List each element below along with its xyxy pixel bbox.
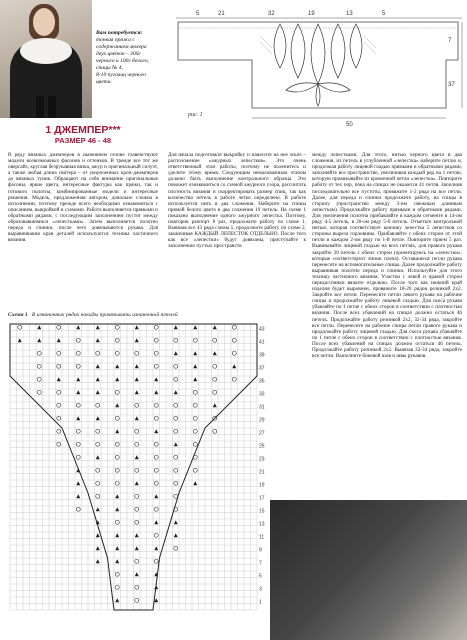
yarn-over-symbol	[135, 559, 139, 563]
decrease-symbol	[76, 481, 80, 485]
scheme-note: В изнаночных рядах накиды провязывать изнаночной петлей	[31, 312, 178, 318]
decrease-symbol	[115, 507, 119, 511]
row-number: 23	[259, 456, 265, 463]
model-title: 1 ДЖЕМПЕР***	[45, 124, 121, 136]
decrease-symbol	[154, 377, 158, 381]
yarn-over-symbol	[193, 442, 197, 446]
yarn-over-symbol	[193, 429, 197, 433]
decrease-symbol	[154, 429, 158, 433]
decrease-symbol	[96, 533, 100, 537]
row-number: 3	[259, 586, 262, 593]
article-column-2: Для начала подготовьте выкройку и нанесите на нее эскиз – расположение «ажурных лепестков». Это очень ответственный этап работы, поэтому не поленитесь и уделите этому время. Следующим немаловажным этапом должно быть выполнение контрольного образца. Это поможет ознакомиться со схемой ажурного узора, рассчитать плотность вязания и скорректировать размер спиц, так как количество петель в работе четко определено. В работе используется нить в два сложения. Наберите на спицы прямой белого цвета в два сложения 19 петель. На схеме 1 показано выполнение одного ажурного лепестка. Поэтому, повторив раппорт 8 раз, продолжите работу по схеме 1. Вывязав все 43 ряда схемы 1, продолжите работу по схеме 2, заканчивая КАЖДЫЙ ЛЕПЕСТОК ОТДЕЛЬНО. После того как все «лепестки» будут довязаны, приступайте к заполнению пустых пространств	[168, 152, 306, 250]
yarn-over-symbol	[96, 442, 100, 446]
row-number: 7	[259, 560, 262, 567]
decrease-symbol	[135, 338, 139, 342]
yarn-over-symbol	[76, 364, 80, 368]
yarn-over-symbol	[232, 377, 236, 381]
decrease-symbol	[115, 429, 119, 433]
materials-line: черного и 100г белого,	[96, 58, 149, 64]
yarn-over-symbol	[154, 325, 158, 329]
decrease-symbol	[174, 520, 178, 524]
decrease-symbol	[76, 325, 80, 329]
decrease-symbol	[135, 416, 139, 420]
pattern-schematic	[168, 6, 464, 140]
yarn-over-symbol	[115, 351, 119, 355]
decrease-symbol	[135, 377, 139, 381]
yarn-over-symbol	[174, 468, 178, 472]
yarn-over-symbol	[174, 377, 178, 381]
decrease-symbol	[174, 533, 178, 537]
materials-line: 8-10 пуговиц черного	[96, 72, 146, 78]
article-column-3: между лепестками. Для этого, нитью черного цвета в два сложения, из петель в углубленной «лепестка» наберите петлю и, продолжая работу лицевой гладью прямыми и обратными рядами, заполняйте все пространство, увеличивая каждый ряд на 1 петлю, которую провязывайте из кромочной петли «лепестка». Повторите работу от тех пор, пока на спицах не окажется 41 петля. Заполнив последовательно все пустоты, провяжите 1-2 ряда на все петли. Далее, для переда и спинки продолжите работу, на спицы в сторону (пространство между 3-им смежным длинным лепесткам). Продолжайте работу прямыми и обратными рядами. Для увеличения полотна прибавляйте в каждом сегменте в 14-ом ряду 4-5 петель, в 20-ом ряду 5-6 петель. Отметьте контрольной нитью, которая соответствует кончику лепестка 5 лепестков со стороны выреза горловины. Прибавляйте с обеих сторон от этой петли в каждом 2-ом ряду по 1-й петле. Повторите прием 5 раз. Вывязывайте лицевой гладью на всех петлях, для правого рукава закройте 20 петель с обеих сторон (ориентируясь на «лепестки», которые соответствуют линии плеча). Оставшиеся петли рукава перенесите на вспомогательные спицы. Далее продолжайте работу выравнивая полотно переда и спинки. Используйте для этого технику частичного вязания. Участки с левой и правой сторон переда/спинки вяжите отдельно. После того как нижний край изделия будет выровнен, провяжите 18-20 рядов резинкой 2х2. Закройте все петли. Перенесите петли левого рукава на рабочие спицы и продолжайте работу лицевой гладью. Для скоса рукава убавляйте по 1 петле с обеих сторон в соответствии с плотностью вязания. После всех убавлений на спицах должно остаться 46 петель. Продолжайте работу резинкой 2х2, 32-34 ряда, закройте все петли. Перенесите на рабочие спицы петли правого рукава и продолжайте работу лицевой гладью. Для скоса рукава убавляйте по 1 петле с обеих сторон в соответствии с плотностью вязания. После всех убавлений на спицах должно остаться 46 петель. Продолжайте работу резинкой 2х2. Вывязав 32-34 ряда, закройте все петли. Выполните боковой шов и швы рукавов.	[312, 152, 462, 360]
decrease-symbol	[76, 377, 80, 381]
yarn-over-symbol	[154, 351, 158, 355]
model-photo	[0, 0, 92, 118]
row-number: 25	[259, 443, 265, 450]
dim-top-3: 32	[268, 11, 275, 17]
row-number: 9	[259, 547, 262, 554]
row-number: 21	[259, 469, 265, 476]
yarn-over-symbol	[213, 364, 217, 368]
materials-line: двух цветов – 300г	[96, 51, 141, 57]
yarn-over-symbol	[193, 403, 197, 407]
yarn-over-symbol	[96, 351, 100, 355]
row-number: 17	[259, 495, 265, 502]
yarn-over-symbol	[232, 351, 236, 355]
decrease-symbol	[193, 481, 197, 485]
decrease-symbol	[96, 507, 100, 511]
yarn-over-symbol	[174, 494, 178, 498]
decrease-symbol	[96, 364, 100, 368]
yarn-over-symbol	[154, 468, 158, 472]
row-number: 37	[259, 365, 265, 372]
decrease-symbol	[135, 533, 139, 537]
decrease-symbol	[96, 377, 100, 381]
yarn-over-symbol	[115, 325, 119, 329]
decrease-symbol	[135, 455, 139, 459]
decrease-symbol	[96, 325, 100, 329]
decrease-symbol	[96, 390, 100, 394]
yarn-over-symbol	[193, 416, 197, 420]
yarn-over-symbol	[37, 390, 41, 394]
yarn-over-symbol	[57, 351, 61, 355]
decrease-symbol	[193, 377, 197, 381]
decrease-symbol	[154, 390, 158, 394]
sweater-detail-photo	[270, 500, 467, 640]
yarn-over-symbol	[115, 455, 119, 459]
yarn-over-symbol	[96, 403, 100, 407]
decrease-symbol	[193, 364, 197, 368]
yarn-over-symbol	[135, 494, 139, 498]
yarn-over-symbol	[135, 507, 139, 511]
decrease-symbol	[18, 338, 22, 342]
yarn-over-symbol	[174, 455, 178, 459]
yarn-over-symbol	[193, 455, 197, 459]
yarn-over-symbol	[174, 338, 178, 342]
decrease-symbol	[154, 546, 158, 550]
yarn-over-symbol	[174, 429, 178, 433]
yarn-over-symbol	[193, 468, 197, 472]
decrease-symbol	[232, 364, 236, 368]
materials-line: тонкая пряжа с	[96, 37, 135, 43]
yarn-over-symbol	[154, 455, 158, 459]
decrease-symbol	[96, 416, 100, 420]
decrease-symbol	[135, 481, 139, 485]
yarn-over-symbol	[76, 403, 80, 407]
yarn-over-symbol	[76, 338, 80, 342]
yarn-over-symbol	[57, 364, 61, 368]
yarn-over-symbol	[154, 507, 158, 511]
yarn-over-symbol	[57, 403, 61, 407]
decrease-symbol	[115, 403, 119, 407]
dim-top-1: 5	[196, 11, 200, 17]
decrease-symbol	[76, 390, 80, 394]
row-number: 27	[259, 430, 265, 437]
decrease-symbol	[115, 533, 119, 537]
yarn-over-symbol	[174, 546, 178, 550]
decrease-symbol	[193, 325, 197, 329]
yarn-over-symbol	[154, 416, 158, 420]
yarn-over-symbol	[154, 559, 158, 563]
row-number: 29	[259, 417, 265, 424]
yarn-over-symbol	[76, 442, 80, 446]
decrease-symbol	[96, 559, 100, 563]
yarn-over-symbol	[115, 520, 119, 524]
row-number: 35	[259, 378, 265, 385]
dim-top-6: 5	[382, 11, 386, 17]
yarn-over-symbol	[96, 481, 100, 485]
yarn-over-symbol	[115, 468, 119, 472]
figure-label: рис. 1	[188, 112, 203, 118]
row-number: 39	[259, 352, 265, 359]
yarn-over-symbol	[76, 351, 80, 355]
decrease-symbol	[213, 351, 217, 355]
yarn-over-symbol	[76, 429, 80, 433]
decrease-symbol	[213, 403, 217, 407]
row-number: 15	[259, 508, 265, 515]
yarn-over-symbol	[57, 442, 61, 446]
scheme-caption	[8, 312, 308, 318]
row-number: 11	[259, 534, 265, 541]
row-number: 1	[259, 599, 262, 606]
dim-bottom: 50	[346, 122, 353, 128]
scheme-label: Схема 1	[8, 312, 28, 318]
decrease-symbol	[115, 598, 119, 602]
model-size: РАЗМЕР 46 - 48	[54, 136, 112, 145]
yarn-over-symbol	[115, 390, 119, 394]
decrease-symbol	[135, 572, 139, 576]
decrease-symbol	[154, 520, 158, 524]
yarn-over-symbol	[115, 585, 119, 589]
yarn-over-symbol	[174, 364, 178, 368]
yarn-over-symbol	[135, 403, 139, 407]
decrease-symbol	[154, 585, 158, 589]
dim-top-2: 21	[218, 11, 225, 17]
yarn-over-symbol	[96, 494, 100, 498]
decrease-symbol	[115, 377, 119, 381]
yarn-over-symbol	[96, 468, 100, 472]
yarn-over-symbol	[115, 416, 119, 420]
yarn-over-symbol	[213, 390, 217, 394]
dim-top-4: 19	[308, 11, 315, 17]
yarn-over-symbol	[57, 325, 61, 329]
yarn-over-symbol	[232, 325, 236, 329]
row-number: 31	[259, 404, 265, 411]
yarn-over-symbol	[174, 481, 178, 485]
decrease-symbol	[135, 364, 139, 368]
materials-line: спицы № 4,	[96, 65, 123, 71]
yarn-over-symbol	[154, 364, 158, 368]
row-number: 19	[259, 482, 265, 489]
decrease-symbol	[37, 325, 41, 329]
knitting-chart	[8, 320, 270, 638]
article-column-1: В ряду вязаных джемперов в нынешнем сезоне главенствуют модели всевозможных фасонов и оттенков. В тренде все тот же оверсайз, круглая безрукавная вязка, ажур и оригинальный силуэт, а также любая длина свитера – от укороченных кроп-джемперов до вязаных туник. Обращают на себя внимание оригинальные фасоны, яркие цвета, интересные фактуры как пряжи, так и готового полотна, комбинированные модели и интересные решения. Модель, предложенная автором, довольно сложна в исполнении, поэтому прежде всего необходимо ознакомиться с описанием, выкройкой и схемами. Работа выполняется прямыми и обратными рядами, с последующим заполнением пустот между образовавшимися «лепестками». Затем выполняется полотно переда и спинки, после чего довязываются рукава. Для выравнивания края деталей используются техника частичного вязания.	[8, 152, 158, 244]
yarn-over-symbol	[115, 572, 119, 576]
decrease-symbol	[174, 390, 178, 394]
materials-line: содержанием мохера	[96, 44, 147, 50]
yarn-over-symbol	[76, 455, 80, 459]
model-heading	[30, 124, 136, 146]
yarn-over-symbol	[154, 481, 158, 485]
decrease-symbol	[135, 325, 139, 329]
yarn-over-symbol	[76, 507, 80, 511]
decrease-symbol	[37, 338, 41, 342]
yarn-over-symbol	[154, 442, 158, 446]
decrease-symbol	[115, 494, 119, 498]
dim-right-2: 37	[448, 82, 455, 88]
yarn-over-symbol	[193, 338, 197, 342]
decrease-symbol	[154, 494, 158, 498]
decrease-symbol	[213, 325, 217, 329]
yarn-over-symbol	[135, 598, 139, 602]
yarn-over-symbol	[213, 377, 217, 381]
yarn-over-symbol	[37, 364, 41, 368]
materials-title: Вам потребуется:	[96, 30, 143, 36]
yarn-over-symbol	[154, 533, 158, 537]
yarn-over-symbol	[135, 429, 139, 433]
yarn-over-symbol	[115, 481, 119, 485]
decrease-symbol	[174, 325, 178, 329]
yarn-over-symbol	[135, 585, 139, 589]
yarn-over-symbol	[37, 377, 41, 381]
yarn-over-symbol	[213, 429, 217, 433]
yarn-over-symbol	[135, 520, 139, 524]
yarn-over-symbol	[115, 338, 119, 342]
decrease-symbol	[57, 377, 61, 381]
yarn-over-symbol	[37, 351, 41, 355]
decrease-symbol	[96, 546, 100, 550]
decrease-symbol	[174, 351, 178, 355]
decrease-symbol	[174, 442, 178, 446]
yarn-over-symbol	[18, 325, 22, 329]
yarn-over-symbol	[135, 442, 139, 446]
decrease-symbol	[96, 338, 100, 342]
decrease-symbol	[135, 546, 139, 550]
decrease-symbol	[115, 546, 119, 550]
yarn-over-symbol	[135, 468, 139, 472]
decrease-symbol	[76, 494, 80, 498]
row-number: 13	[259, 521, 265, 528]
yarn-over-symbol	[154, 338, 158, 342]
yarn-over-symbol	[232, 338, 236, 342]
yarn-over-symbol	[174, 403, 178, 407]
yarn-over-symbol	[154, 403, 158, 407]
yarn-over-symbol	[57, 390, 61, 394]
decrease-symbol	[115, 559, 119, 563]
yarn-over-symbol	[135, 351, 139, 355]
dim-top-5: 13	[346, 11, 353, 17]
row-number: 43	[259, 326, 265, 333]
yarn-over-symbol	[213, 338, 217, 342]
dim-right-1: 7	[448, 38, 452, 44]
yarn-over-symbol	[115, 442, 119, 446]
row-number: 41	[259, 339, 265, 346]
decrease-symbol	[96, 455, 100, 459]
decrease-symbol	[115, 364, 119, 368]
yarn-over-symbol	[96, 429, 100, 433]
decrease-symbol	[57, 338, 61, 342]
yarn-over-symbol	[57, 416, 61, 420]
row-number: 33	[259, 391, 265, 398]
row-number: 5	[259, 573, 262, 580]
materials-line: цвета.	[96, 79, 112, 85]
yarn-over-symbol	[193, 390, 197, 394]
decrease-symbol	[76, 468, 80, 472]
yarn-over-symbol	[57, 429, 61, 433]
yarn-over-symbol	[174, 416, 178, 420]
decrease-symbol	[193, 351, 197, 355]
decrease-symbol	[76, 416, 80, 420]
decrease-symbol	[135, 390, 139, 394]
